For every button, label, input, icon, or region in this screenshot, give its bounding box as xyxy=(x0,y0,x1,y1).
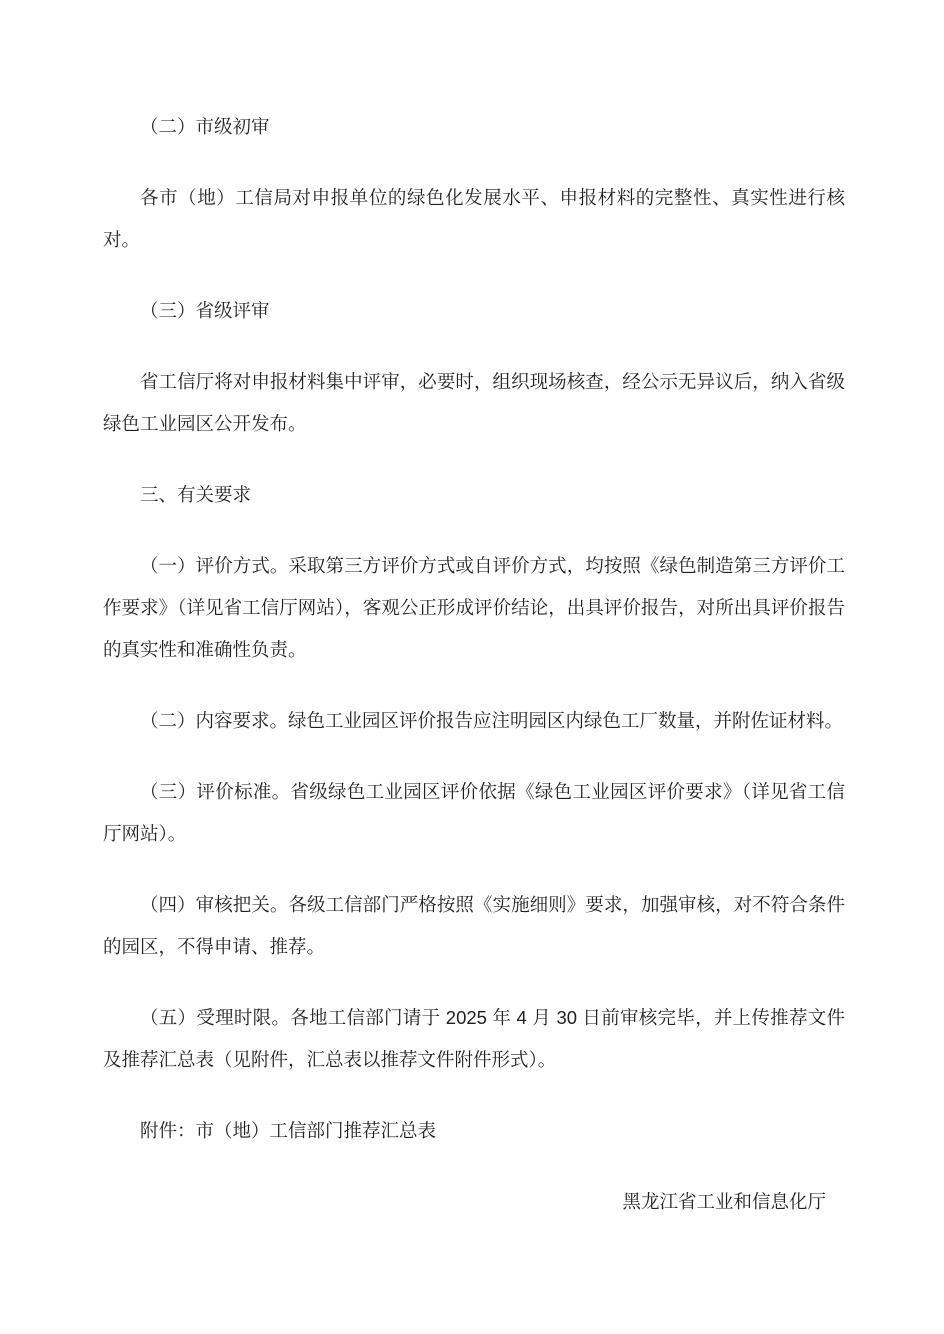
paragraph-requirement-deadline: （五）受理时限。各地工信部门请于 2025 年 4 月 30 日前审核完毕，并上传推荐文件及推荐汇总表（见附件，汇总表以推荐文件附件形式）。 xyxy=(103,1007,845,1070)
paragraph-city-review-body: 各市（地）工信局对申报单位的绿色化发展水平、申报材料的完整性、真实性进行核对。 xyxy=(103,187,845,250)
section-subheading-city-review: （二）市级初审 xyxy=(140,116,270,137)
paragraph-requirement-standard: （三）评价标准。省级绿色工业园区评价依据《绿色工业园区评价要求》（详见省工信厅网站）。 xyxy=(103,781,845,844)
paragraph-requirement-evaluation-method: （一）评价方式。采取第三方评价方式或自评价方式，均按照《绿色制造第三方评价工作要求》（详见省工信厅网站），客观公正形成评价结论，出具评价报告，对所出具评价报告的真实性和准确性负责。 xyxy=(103,555,845,660)
issuer-signature: 黑龙江省工业和信息化厅 xyxy=(622,1191,826,1212)
paragraph-provincial-review-body: 省工信厅将对申报材料集中评审，必要时，组织现场核查，经公示无异议后，纳入省级绿色工业园区公开发布。 xyxy=(103,371,845,434)
attachment-line: 附件：市（地）工信部门推荐汇总表 xyxy=(140,1120,437,1141)
section-subheading-provincial-review: （三）省级评审 xyxy=(140,300,270,321)
section-heading-requirements: 三、有关要求 xyxy=(140,484,252,505)
paragraph-requirement-content: （二）内容要求。绿色工业园区评价报告应注明园区内绿色工厂数量，并附佐证材料。 xyxy=(140,710,844,731)
paragraph-requirement-review-control: （四）审核把关。各级工信部门严格按照《实施细则》要求，加强审核，对不符合条件的园区，不得申请、推荐。 xyxy=(103,894,845,957)
